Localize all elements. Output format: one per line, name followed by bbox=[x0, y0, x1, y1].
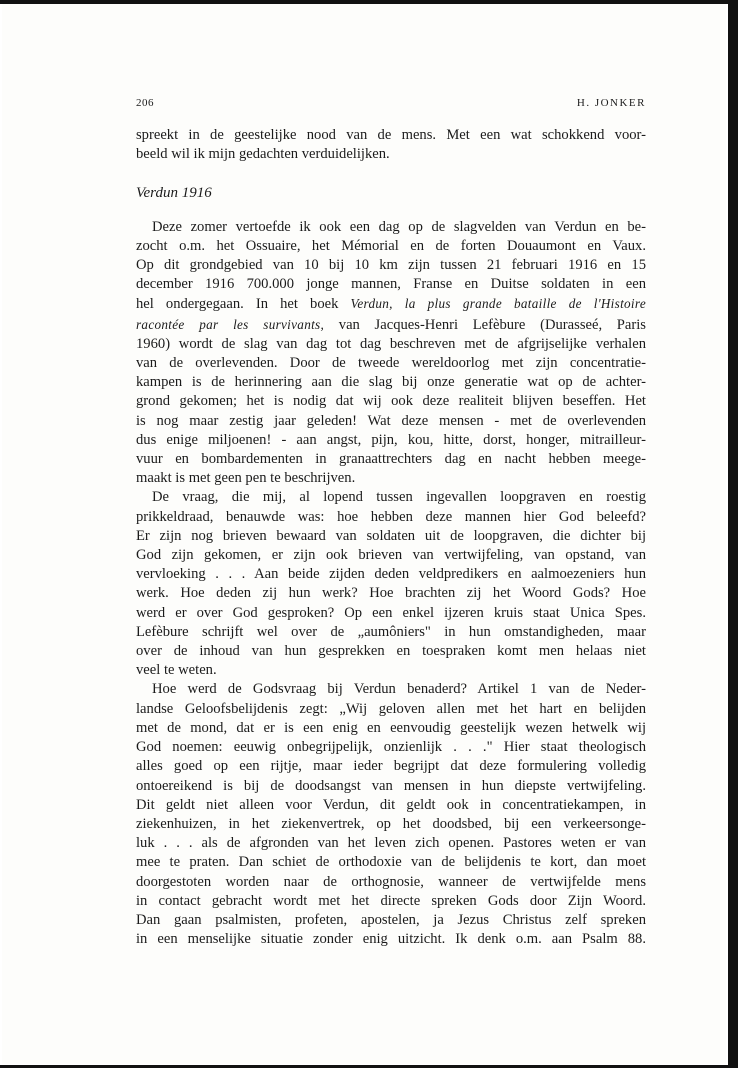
text-line bbox=[136, 294, 646, 314]
text-line: zocht o.m. het Ossuaire, het Mémorial en de forten Douaumont en Vaux. bbox=[136, 237, 646, 254]
text-line: beeld wil ik mijn gedachten verduidelijken. bbox=[136, 146, 390, 163]
text-line: Deze zomer vertoefde ik ook een dag op de slagvelden van Verdun en be- bbox=[152, 218, 646, 235]
text-line: werk. Hoe deden zij hun werk? Hoe brachten zij het Woord Gods? Hoe bbox=[136, 585, 646, 602]
book-title-italic: racontée par les survivants, bbox=[136, 316, 325, 332]
text-line: Dit geldt niet alleen voor Verdun, dit geldt ook in concentratiekampen, in bbox=[136, 796, 646, 813]
text-line: God zijn gekomen, er zijn ook brieven van vertwijfeling, van opstand, van bbox=[136, 547, 646, 564]
text-line: landse Geloofsbelijdenis zegt: „Wij geloven allen met het hart en belijden bbox=[136, 700, 646, 717]
text-line: Lefèbure schrijft wel over de „aumôniers" in hun omstandigheden, maar bbox=[136, 623, 646, 640]
text-line: maakt is met geen pen te beschrijven. bbox=[136, 470, 356, 487]
text-line: 1960) wordt de slag van dag tot dag beschreven met de afgrijselijke verhalen bbox=[136, 335, 646, 352]
text-line: De vraag, die mij, al lopend tussen ingevallen loopgraven en roestig bbox=[152, 489, 646, 506]
text-line: Hoe werd de Godsvraag bij Verdun benaderd? Artikel 1 van de Neder- bbox=[152, 681, 646, 698]
text-line: mee te praten. Dan schiet de orthodoxie van de belijdenis te kort, dan moet bbox=[136, 854, 646, 871]
text-line: Er zijn nog brieven bewaard van soldaten uit de loopgraven, die dichter bij bbox=[136, 527, 646, 544]
text-line: december 1916 700.000 jonge mannen, Franse en Duitse soldaten in een bbox=[136, 276, 646, 293]
text-line: prikkeldraad, benauwde was: hoe hebben deze mannen hier God beleefd? bbox=[136, 508, 646, 525]
text-line: God noemen: eeuwig onbegrijpelijk, onzienlijk . . ." Hier staat theologisch bbox=[136, 739, 646, 756]
text-line: met de mond, dat er is een enig en eenvoudig geestelijk wezen hetwelk wij bbox=[136, 719, 646, 736]
text-line: vervloeking . . . Aan beide zijden deden veldpredikers en aalmoezeniers hun bbox=[136, 566, 646, 583]
text-line: spreekt in de geestelijke nood van de mens. Met een wat schokkend voor- bbox=[136, 127, 646, 143]
section-heading: Verdun 1916 bbox=[136, 185, 212, 202]
text-run: van Jacques-Henri Lefèbure (Durasseé, Paris bbox=[324, 316, 646, 333]
text-line: ontoereikend is bij de doodsangst van mensen in hun diepste vertwijfeling. bbox=[136, 777, 646, 794]
text-line: kampen is de herinnering aan die slag bij onze generatie wat op de achter- bbox=[136, 374, 646, 391]
text-line: dus enige miljoenen! - aan angst, pijn, kou, hitte, dorst, honger, mitrailleur- bbox=[136, 431, 646, 448]
text-line: doorgestoten worden naar de orthognosie, wanneer de vertwijfelde mens bbox=[136, 873, 646, 890]
text-line: Dan gaan psalmisten, profeten, apostelen, ja Jezus Christus zelf spreken bbox=[136, 911, 646, 928]
text-line: in een menselijke situatie zonder enig uitzicht. Ik denk o.m. aan Psalm 88. bbox=[136, 931, 646, 948]
page-number: 206 bbox=[136, 97, 154, 109]
text-line bbox=[136, 315, 646, 335]
text-line: veel te weten. bbox=[136, 662, 217, 679]
text-line: vuur en bombardementen in granaattrechters dag en nacht hebben meege- bbox=[136, 451, 646, 468]
text-line: Op dit grondgebied van 10 bij 10 km zijn tussen 21 februari 1916 en 15 bbox=[136, 257, 646, 274]
text-line: is nog maar zestig jaar geleden! Wat deze mensen - met de overlevenden bbox=[136, 412, 646, 429]
text-line: van de overlevenden. Door de tweede wereldoorlog met zijn concentratie- bbox=[136, 355, 646, 372]
text-run: hel ondergegaan. In het boek bbox=[136, 296, 351, 313]
text-line: werd er over God gesproken? Op een enkel ijzeren kruis staat Unica Spes. bbox=[136, 604, 646, 621]
body-text bbox=[136, 126, 646, 949]
text-line: alles goed op een rijtje, maar ieder begrijpt dat deze formulering volledig bbox=[136, 758, 646, 775]
text-line: grond gekomen; het is nodig dat wij ook deze realiteit blijven beseffen. Het bbox=[136, 393, 646, 410]
text-line: in contact gebracht wordt met het directe spreken Gods door Zijn Woord. bbox=[136, 892, 646, 909]
text-line: ziekenhuizen, in het ziekenvertrek, op het doodsbed, bij een verkeersonge- bbox=[136, 815, 646, 832]
text-line: over de inhoud van hun gesprekken en toespraken komt men helaas niet bbox=[136, 643, 646, 660]
book-title-italic: Verdun, la plus grande bataille de l'Histoire bbox=[350, 296, 646, 312]
text-line: luk . . . als de afgronden van het leven zich openen. Pastores weten er van bbox=[136, 835, 646, 852]
running-head-author: H. JONKER bbox=[576, 97, 646, 109]
